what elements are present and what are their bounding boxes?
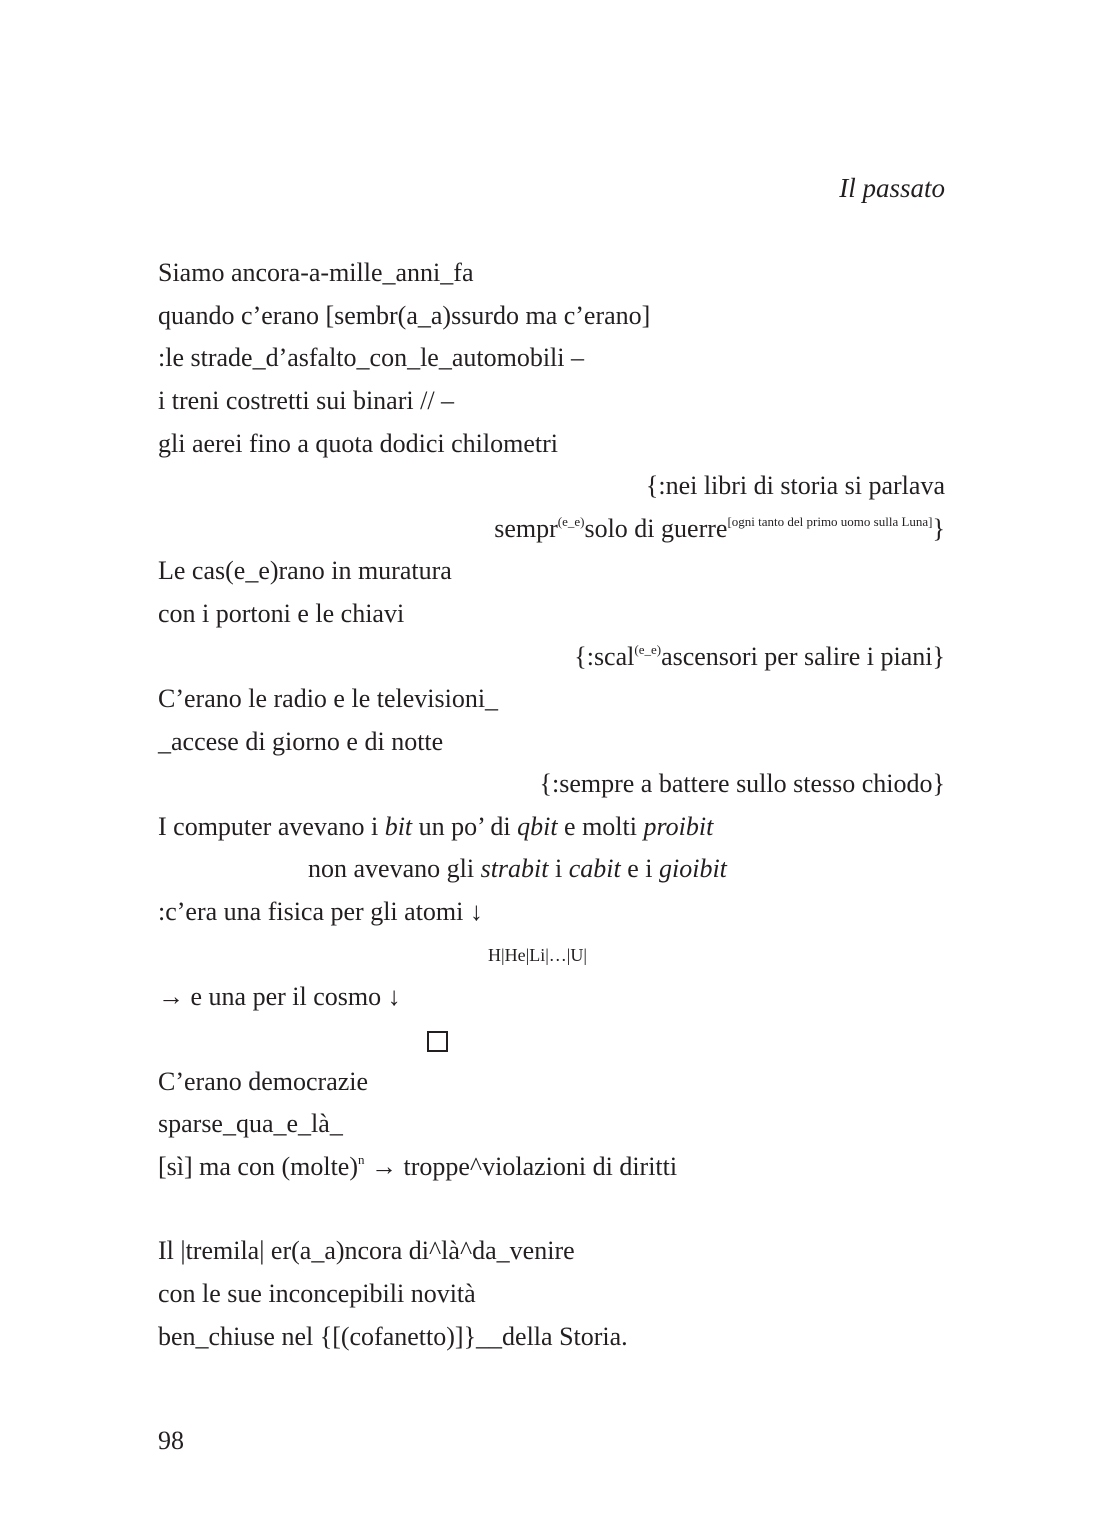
- poem-line: con i portoni e le chiavi: [158, 599, 405, 628]
- poem-line: con le sue inconcepibili novità: [158, 1279, 476, 1308]
- poem-line: → e una per il cosmo ↓: [158, 982, 401, 1011]
- poem-line: i treni costretti sui binari // –: [158, 386, 455, 415]
- poem-line: sparse_qua_e_là_: [158, 1109, 343, 1138]
- poem-line: [574, 640, 945, 674]
- text: un po’ di: [412, 812, 518, 841]
- poem-line: gli aerei fino a quota dodici chilometri: [158, 429, 558, 458]
- text: ascensori per salire i piani}: [661, 642, 945, 671]
- italic-word: gioibit: [659, 854, 727, 883]
- superscript: n: [358, 1152, 365, 1167]
- text: sempr: [494, 514, 558, 543]
- page-number: 98: [158, 1426, 184, 1455]
- text: [sì] ma con (molte): [158, 1152, 358, 1181]
- poem-line: [158, 1150, 677, 1184]
- text: e molti: [557, 812, 644, 841]
- italic-word: bit: [384, 812, 413, 841]
- running-header: Il passato: [839, 173, 945, 203]
- poem-line: C’erano democrazie: [158, 1067, 369, 1096]
- poem-line: ben_chiuse nel {[(cofanetto)]}__della Storia.: [158, 1322, 628, 1351]
- poem-line: :c’era una fisica per gli atomi ↓: [158, 897, 483, 926]
- poem-line: Le cas(e_e)rano in muratura: [158, 556, 452, 585]
- poem-line: [494, 512, 945, 546]
- italic-word: cabit: [568, 854, 621, 883]
- poem-line: _accese di giorno e di notte: [158, 727, 444, 756]
- superscript: (e_e): [634, 642, 662, 657]
- text: I computer avevano i: [158, 812, 385, 841]
- italic-word: strabit: [480, 854, 549, 883]
- poem-line: C’erano le radio e le televisioni_: [158, 684, 499, 713]
- text: solo di guerre: [584, 514, 728, 543]
- superscript: (e_e): [557, 514, 585, 529]
- poem-line: {:sempre a battere sullo stesso chiodo}: [539, 769, 945, 798]
- poem-line: :le strade_d’asfalto_con_le_automobili –: [158, 343, 584, 372]
- poem-line: Siamo ancora-a-mille_anni_fa: [158, 258, 474, 287]
- poem-line: Il |tremila| er(a_a)ncora di^là^da_venire: [158, 1236, 575, 1265]
- text: non avevano gli: [308, 854, 481, 883]
- superscript: [ogni tanto del primo uomo sulla Luna]: [727, 514, 933, 529]
- text: e i: [620, 854, 659, 883]
- italic-word: qbit: [517, 812, 558, 841]
- italic-word: proibit: [643, 812, 714, 841]
- elements-line: H|He|Li|…|U|: [488, 945, 587, 965]
- text: {:scal: [574, 642, 635, 671]
- poem-line: [308, 852, 727, 886]
- text: → troppe^violazioni di diritti: [364, 1152, 678, 1181]
- square-box-icon: [427, 1031, 448, 1052]
- text: }: [932, 514, 945, 543]
- text: i: [548, 854, 569, 883]
- poem-line: {:nei libri di storia si parlava: [645, 471, 945, 500]
- poem-line: [158, 810, 713, 844]
- poem-line: quando c’erano [sembr(a_a)ssurdo ma c’erano]: [158, 301, 651, 330]
